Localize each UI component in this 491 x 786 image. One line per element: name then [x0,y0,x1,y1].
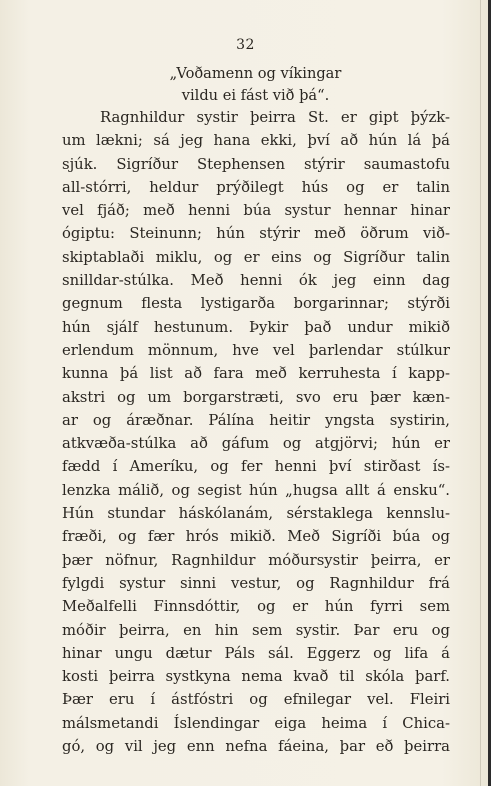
text-line: fædd í Ameríku, og fer henni því stirðast ís- [62,458,450,476]
poem-line: „Voðamenn og víkingar [169,65,342,82]
text-line: kunna þá list að fara með kerruhesta í kapp- [62,365,450,383]
text-line: málsmetandi Íslendingar eiga heima í Chica- [62,714,450,732]
text-line: gó, og vil jeg enn nefna fáeina, þar eð þeirra [62,738,450,756]
body-paragraph [62,106,450,758]
text-line: fræði, og fær hrós mikið. Með Sigríði búa og [62,528,450,546]
text-line: Þær eru í ástfóstri og efnilegar vel. Fleiri [62,691,450,709]
text-line: akstri og um borgarstræti, svo eru þær kæn- [62,388,450,406]
text-line: vel fjáð; með henni búa systur hennar hinar [62,202,450,220]
text-line: ar og áræðnar. Pálína heitir yngsta systirin, [62,411,450,429]
text-line: gegnum flesta lystigarða borgarinnar; stýrði [62,295,450,313]
text-line: ógiptu: Steinunn; hún stýrir með öðrum við- [62,225,450,243]
text-line: snilldar-stúlka. Með henni ók jeg einn dag [62,272,450,290]
text-line: kosti þeirra systkyna nema kvað til skóla þarf. [62,668,450,686]
page-number: 32 [236,37,255,53]
text-line: hún sjálf hestunum. Þykir það undur mikið [62,318,450,336]
text-line: hinar ungu dætur Páls sál. Eggerz og lifa á [62,644,450,662]
text-line: all-stórri, heldur prýðilegt hús og er talin [62,178,450,196]
poem-line: vildu ei fást við þá“. [181,87,330,104]
text-line: Hún stundar háskólanám, sérstaklega kennslu- [62,505,450,523]
page-gutter-shadow [480,0,481,786]
text-line: fylgdi systur sinni vestur, og Ragnhildur frá [62,574,450,592]
text-line: sjúk. Sigríður Stephensen stýrir saumastofu [62,155,450,173]
poem-quote [0,63,491,107]
text-line: skiptablaði miklu, og er eins og Sigríður talin [62,248,450,266]
text-line: Meðalfelli Finnsdóttir, og er hún fyrri sem [62,598,450,616]
text-line: móðir þeirra, en hin sem systir. Þar eru og [62,621,450,639]
text-line: Ragnhildur systir þeirra St. er gipt þýzk- [100,109,450,126]
text-line: erlendum mönnum, hve vel þarlendar stúlkur [62,341,450,359]
text-line: lenzka málið, og segist hún „hugsa allt á ensku“. [62,481,450,499]
text-line: atkvæða-stúlka að gáfum og atgjörvi; hún er [62,435,450,453]
text-line: þær nöfnur, Ragnhildur móðursystir þeirra, er [62,551,450,569]
text-line: um lækni; sá jeg hana ekki, því að hún lá þá [62,132,450,150]
